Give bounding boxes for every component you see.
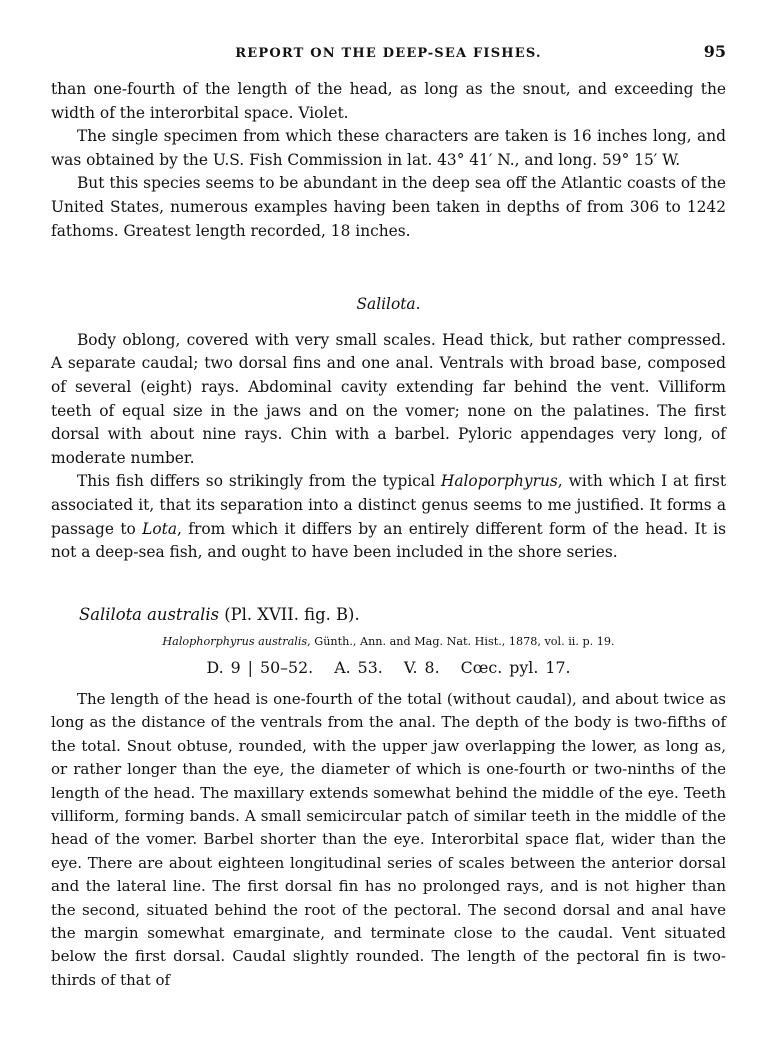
distribution-paragraph: But this species seems to be abundant in the deep sea off the Atlantic coasts of the United States, numerous examples having been taken in depths of from 306 to 1242 fathoms. Greatest length recorded, 18 inches. [51,174,726,240]
genus-remarks-text-2: , with which I at first associated it, that its separation into a distinct genus seems to me justified. It forms a passage to [51,472,727,538]
continued-paragraph: than one-fourth of the length of the head, as long as the snout, and exceeding the width of the interorbital space. Violet. [51,80,726,122]
genus-remarks-text-1: This fish differs so strikingly from the typical [77,472,441,491]
synonym-name: Halophorphyrus australis [162,635,308,649]
species-name: Salilota australis [79,604,219,624]
genus-remarks-text-3: , from which it differs by an entirely different form of the head. It is not a deep-sea fish, and ought to have been included in the shore series. [51,519,726,562]
genus-remarks [51,470,726,564]
synonymy-citation [51,632,726,652]
genus-remarks-italic-haloporphyrus: Haloporphyrus [440,472,558,491]
running-head [51,42,726,68]
fin-formula: D. 9 | 50–52. A. 53. V. 8. Cœc. pyl. 17. [206,658,571,678]
running-title: REPORT ON THE DEEP-SEA FISHES. [235,46,542,61]
genus-remarks-italic-lota: Lota [142,519,178,538]
specimen-paragraph: The single specimen from which these characters are taken is 16 inches long, and was obtained by the U.S. Fish Commission in lat. 43° 41′ N., and long. 59° 15′ W. [51,127,726,169]
species-description: The length of the head is one-fourth of the total (without caudal), and about twice as long as the distance of the ventrals from the anal. The depth of the body is two-fifths of the total. Snout obtuse, rounded, with the upper jaw overlapping the lower, as long as, or rather longer than the eye, the diameter of which is one-fourth or two-ninths of the length of the head. The maxillary extends somewhat behind the middle of the eye. Teeth villiform, forming bands. A small semicircular patch of similar teeth in the middle of the head of the vomer. Barbel shorter than the eye. Interorbital space flat, wider than the eye. There are about eighteen longitudinal series of scales between the anterior dorsal and the lateral line. The first dorsal fin has no prolonged rays, and is not higher than the second, situated behind the root of the pectoral. The second dorsal and anal have the margin somewhat emarginate, and terminate close to the caudal. Vent situated below the first dorsal. Caudal slightly rounded. The length of the pectoral fin is two-thirds of that of [51,689,726,989]
page-number: 95 [703,42,726,61]
species-plate-reference: (Pl. XVII. fig. B). [219,604,360,624]
species-heading [79,603,726,627]
synonym-reference: , Günth., Ann. and Mag. Nat. Hist., 1878, vol. ii. p. 19. [307,635,615,649]
genus-description: Body oblong, covered with very small scales. Head thick, but rather compressed. A separate caudal; two dorsal fins and one anal. Ventrals with broad base, composed of several (eight) rays. Abdominal cavity extending far behind the vent. Villiform teeth of equal size in the jaws and on the vomer; none on the palatines. The first dorsal with about nine rays. Chin with a barbel. Pyloric appendages very long, of moderate number. [51,330,726,467]
genus-heading: Salilota. [356,295,421,314]
